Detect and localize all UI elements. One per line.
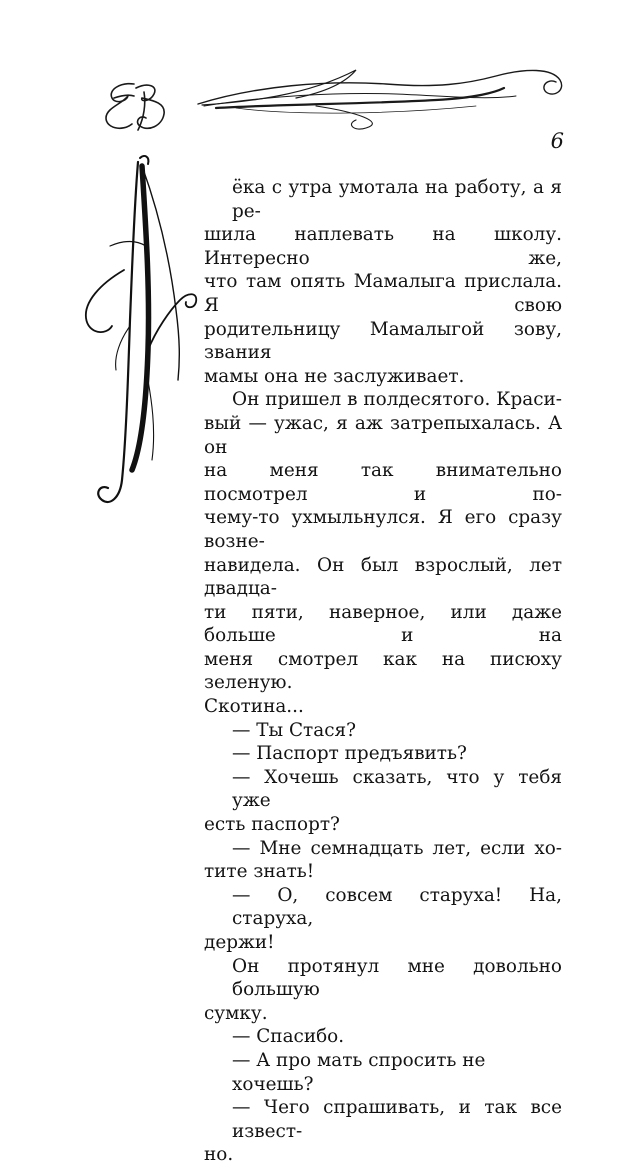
paragraph-9 <box>204 1025 562 1049</box>
paragraph-8 <box>204 955 562 1026</box>
paragraph-line: Он протянул мне довольно большую <box>232 955 562 1001</box>
paragraph-2 <box>204 388 562 718</box>
paragraph-line: — Ты Стася? <box>232 719 356 741</box>
paragraph-line: навидела. Он был взрослый, лет двадца- <box>204 554 562 600</box>
paragraph-line: на меня так внимательно посмотрел и по- <box>204 460 562 505</box>
paragraph-6 <box>204 837 562 884</box>
paragraph-4 <box>204 742 562 766</box>
paragraph-line: что там опять Мамалыга прислала. Я свою <box>204 271 562 316</box>
paragraph-7 <box>204 884 562 955</box>
chapter-text <box>204 176 562 1167</box>
paragraph-line: есть паспорт? <box>204 814 340 836</box>
paragraph-line: — Спасибо. <box>232 1026 345 1048</box>
paragraph-line: чему-то ухмыльнулся. Я его сразу возне- <box>204 507 562 552</box>
ornate-dropcap-icon <box>80 150 200 520</box>
paragraph-3 <box>204 719 562 743</box>
paragraph-line: меня смотрел как на писюху зеленую. <box>204 648 562 694</box>
paragraph-1 <box>204 176 562 388</box>
paragraph-5 <box>204 766 562 837</box>
ornamental-flourish-icon <box>196 62 566 134</box>
paragraph-line: Скотина... <box>204 696 304 718</box>
paragraph-line: держи! <box>204 932 275 953</box>
paragraph-11 <box>204 1096 562 1167</box>
paragraph-line: ёка с утра умотала на работу, а я ре- <box>232 177 562 222</box>
paragraph-line: — Паспорт предъявить? <box>232 743 467 765</box>
paragraph-line: — Чего спрашивать, и так все извест- <box>232 1097 562 1142</box>
paragraph-line: шила наплевать на школу. Интересно же, <box>204 224 562 269</box>
paragraph-line: родительницу Мамалыгой зову, звания <box>204 318 562 364</box>
paragraph-line: но. <box>204 1144 234 1166</box>
ev-monogram-icon <box>100 78 180 136</box>
page-number: 6 <box>550 129 564 153</box>
paragraph-line: — О, совсем старуха! На, старуха, <box>232 884 562 930</box>
paragraph-line: — Мне семнадцать лет, если хо- <box>232 837 562 859</box>
paragraph-10 <box>204 1049 562 1096</box>
paragraph-line: вый — ужас, я аж затрепыхалась. А он <box>204 412 562 458</box>
paragraph-line: сумку. <box>204 1002 268 1024</box>
paragraph-line: ти пяти, наверное, или даже больше и на <box>204 601 562 647</box>
paragraph-line: мамы она не заслуживает. <box>204 365 465 387</box>
paragraph-line: тите знать! <box>204 861 315 883</box>
paragraph-line: — Хочешь сказать, что у тебя уже <box>232 766 562 812</box>
paragraph-line: — А про мать спросить не хочешь? <box>232 1049 486 1095</box>
paragraph-line: Он пришел в полдесятого. Краси- <box>232 389 562 411</box>
